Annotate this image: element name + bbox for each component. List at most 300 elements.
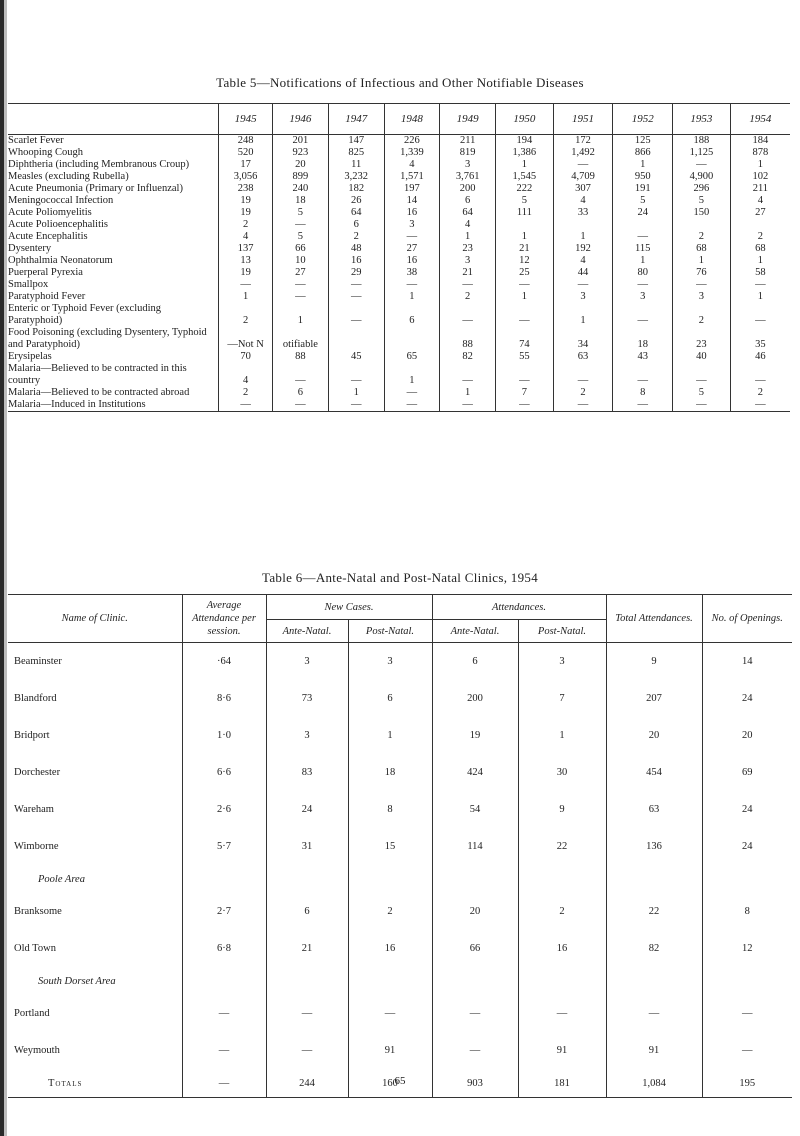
notification-count: 13 <box>219 255 273 267</box>
clinic-value: 24 <box>702 791 792 828</box>
clinic-value: 3 <box>266 643 348 681</box>
notification-count: 19 <box>219 207 273 219</box>
year-header: 1953 <box>673 104 731 135</box>
notification-count: 34 <box>553 327 613 351</box>
notification-count: 74 <box>496 327 554 351</box>
clinic-value: — <box>518 995 606 1032</box>
clinic-value: 2·7 <box>182 893 266 930</box>
disease-name: Food Poisoning (excluding Dysentery, Typhoid and Paratyphoid) <box>8 327 207 350</box>
table-row <box>8 363 790 387</box>
table6-title: Table 6—Ante-Natal and Post-Natal Clinics, 1954 <box>261 570 539 585</box>
clinic-name: Bridport <box>14 730 50 741</box>
notification-count: — <box>219 279 273 291</box>
table-row <box>8 171 790 183</box>
table-row <box>8 995 792 1032</box>
notification-count: — <box>219 399 273 412</box>
notification-count: 14 <box>384 195 440 207</box>
table5-corner <box>8 104 219 135</box>
notification-count: 3 <box>440 255 496 267</box>
notification-count: 1 <box>219 291 273 303</box>
clinic-value: 73 <box>266 680 348 717</box>
notification-count: 19 <box>219 267 273 279</box>
total-value: 244 <box>266 1069 348 1098</box>
notification-count: 182 <box>328 183 384 195</box>
notification-count: 76 <box>673 267 731 279</box>
table-row <box>8 351 790 363</box>
table-row <box>8 680 792 717</box>
notification-count: — <box>496 399 554 412</box>
clinic-name: Portland <box>14 1008 50 1019</box>
notification-count: 44 <box>553 267 613 279</box>
notification-count: 172 <box>553 135 613 148</box>
notification-count: 211 <box>730 183 790 195</box>
empty-cell <box>182 967 266 995</box>
table-row <box>8 893 792 930</box>
notification-count: 150 <box>673 207 731 219</box>
table-row <box>8 243 790 255</box>
year-header: 1947 <box>328 104 384 135</box>
notification-count: 4 <box>219 363 273 387</box>
table-row <box>8 291 790 303</box>
table-row <box>8 791 792 828</box>
table-row <box>8 327 790 351</box>
notification-count: 5 <box>673 387 731 399</box>
clinic-value: 2 <box>348 893 432 930</box>
notification-count: 45 <box>328 351 384 363</box>
clinic-name-header: Name of Clinic. <box>8 595 182 643</box>
notification-count: — <box>730 279 790 291</box>
notification-count: 1 <box>730 291 790 303</box>
clinic-value: 14 <box>702 643 792 681</box>
notification-count: 64 <box>440 207 496 219</box>
notification-count: 1,492 <box>553 147 613 159</box>
clinic-value: 114 <box>432 828 518 865</box>
clinic-value: 136 <box>606 828 702 865</box>
clinic-value: 83 <box>266 754 348 791</box>
notification-count: — <box>328 291 384 303</box>
clinic-value: — <box>432 995 518 1032</box>
table-row <box>8 135 790 148</box>
clinic-value: 24 <box>702 680 792 717</box>
table-row <box>8 279 790 291</box>
disease-name: Smallpox <box>8 279 49 290</box>
clinic-value: — <box>702 995 792 1032</box>
notification-count <box>328 327 384 351</box>
total-attendances-header: Total Attendances. <box>606 595 702 643</box>
notification-count: 2 <box>219 219 273 231</box>
notification-count: 33 <box>553 207 613 219</box>
notification-count: 10 <box>273 255 329 267</box>
notification-count: — <box>440 363 496 387</box>
empty-cell <box>182 865 266 893</box>
notification-count: 1,545 <box>496 171 554 183</box>
table-row <box>8 219 790 231</box>
notification-count: 3 <box>553 291 613 303</box>
notification-count: 4 <box>219 231 273 243</box>
notification-count: 65 <box>384 351 440 363</box>
clinic-value: 30 <box>518 754 606 791</box>
notification-count: 201 <box>273 135 329 148</box>
totals-label: Totals <box>8 1069 182 1098</box>
notification-count: 3 <box>384 219 440 231</box>
notification-count: 248 <box>219 135 273 148</box>
area-heading: South Dorset Area <box>38 975 116 987</box>
notification-count: 2 <box>673 303 731 327</box>
notification-count: 27 <box>273 267 329 279</box>
notification-count: — <box>730 363 790 387</box>
notification-count: 137 <box>219 243 273 255</box>
notification-count: — <box>673 159 731 171</box>
year-header: 1951 <box>553 104 613 135</box>
openings-header: No. of Openings. <box>702 595 792 643</box>
notification-count: 1 <box>730 159 790 171</box>
table-row <box>8 207 790 219</box>
area-heading: Poole Area <box>38 873 85 885</box>
clinic-name: Wareham <box>14 804 54 815</box>
notification-count: 147 <box>328 135 384 148</box>
clinic-name: Old Town <box>14 943 56 954</box>
notification-count: — <box>673 399 731 412</box>
notification-count: 48 <box>328 243 384 255</box>
notification-count: — <box>328 363 384 387</box>
notification-count: 200 <box>440 183 496 195</box>
notification-count: 24 <box>613 207 673 219</box>
notification-count: 4 <box>553 255 613 267</box>
clinic-name: Dorchester <box>14 767 61 778</box>
notification-count: 4 <box>384 159 440 171</box>
notification-count: 66 <box>273 243 329 255</box>
clinic-value: 69 <box>702 754 792 791</box>
clinic-value: 2 <box>518 893 606 930</box>
empty-cell <box>348 967 432 995</box>
notification-count: 58 <box>730 267 790 279</box>
empty-cell <box>702 967 792 995</box>
empty-cell <box>266 967 348 995</box>
notification-count: 3 <box>673 291 731 303</box>
empty-cell <box>606 865 702 893</box>
total-value: 1,084 <box>606 1069 702 1098</box>
notification-count: 6 <box>384 303 440 327</box>
notification-count: 111 <box>496 207 554 219</box>
notification-count: 68 <box>673 243 731 255</box>
notification-count: 825 <box>328 147 384 159</box>
notification-count: 26 <box>328 195 384 207</box>
notification-count: 6 <box>440 195 496 207</box>
clinic-value: 1·0 <box>182 717 266 754</box>
notification-count: 38 <box>384 267 440 279</box>
table-row <box>8 387 790 399</box>
clinic-value: 22 <box>606 893 702 930</box>
notification-count: 21 <box>440 267 496 279</box>
empty-cell <box>432 865 518 893</box>
disease-name: Malaria—Induced in Institutions <box>8 399 219 412</box>
table-row <box>8 930 792 967</box>
notification-count: — <box>440 279 496 291</box>
total-value: 160 <box>348 1069 432 1098</box>
clinic-value: 8 <box>702 893 792 930</box>
notification-count: — <box>440 303 496 327</box>
notification-count: — <box>553 279 613 291</box>
notification-count: 2 <box>730 231 790 243</box>
clinic-value: 6·8 <box>182 930 266 967</box>
table-row <box>8 399 790 412</box>
post-natal-header: Post-Natal. <box>348 620 432 643</box>
notification-count: 878 <box>730 147 790 159</box>
notification-count: 6 <box>273 387 329 399</box>
notification-count: — <box>496 363 554 387</box>
disease-name: Paratyphoid Fever <box>8 291 86 302</box>
clinic-value: — <box>266 1032 348 1069</box>
notification-count <box>613 219 673 231</box>
notification-count: 1 <box>496 291 554 303</box>
clinic-value: 15 <box>348 828 432 865</box>
clinic-value: 3 <box>518 643 606 681</box>
clinic-name: Weymouth <box>14 1045 60 1056</box>
empty-cell <box>266 865 348 893</box>
notification-count: 1 <box>328 387 384 399</box>
average-attendance-header: Average Attendance per session. <box>182 595 266 643</box>
disease-name: Diphtheria (including Membranous Croup) <box>8 159 190 170</box>
clinic-value: 6 <box>432 643 518 681</box>
disease-name: Acute Poliomyelitis <box>8 207 92 218</box>
clinic-value: 424 <box>432 754 518 791</box>
table-row <box>8 183 790 195</box>
notification-count: — <box>440 399 496 412</box>
disease-name: Scarlet Fever <box>8 135 64 146</box>
total-value: — <box>182 1069 266 1098</box>
notification-count: 11 <box>328 159 384 171</box>
notification-count: — <box>613 363 673 387</box>
clinic-value: 5·7 <box>182 828 266 865</box>
notification-count: 68 <box>730 243 790 255</box>
notification-count: 55 <box>496 351 554 363</box>
notification-count: — <box>328 399 384 412</box>
notification-count: — <box>273 399 329 412</box>
total-value: 181 <box>518 1069 606 1098</box>
notification-count: 1 <box>613 255 673 267</box>
notification-count: 1 <box>673 255 731 267</box>
disease-name: Puerperal Pyrexia <box>8 267 83 278</box>
table-row <box>8 643 792 681</box>
post-natal-header: Post-Natal. <box>518 620 606 643</box>
notification-count: 3 <box>613 291 673 303</box>
clinic-value: — <box>182 995 266 1032</box>
clinic-value: — <box>606 995 702 1032</box>
notification-count: 211 <box>440 135 496 148</box>
notification-count: 2 <box>553 387 613 399</box>
notification-count: 5 <box>496 195 554 207</box>
notification-count <box>384 327 440 351</box>
table-row <box>8 1032 792 1069</box>
notification-count: 88 <box>440 327 496 351</box>
year-header: 1950 <box>496 104 554 135</box>
notification-count: 1,571 <box>384 171 440 183</box>
clinic-value: 9 <box>518 791 606 828</box>
clinic-value: 200 <box>432 680 518 717</box>
notification-count: 1 <box>553 303 613 327</box>
notification-count: otifiable <box>273 327 329 351</box>
notification-count: — <box>384 279 440 291</box>
notification-count: 4,709 <box>553 171 613 183</box>
notification-count: 2 <box>219 303 273 327</box>
total-value: 903 <box>432 1069 518 1098</box>
notification-count: 4 <box>440 219 496 231</box>
clinic-value: 82 <box>606 930 702 967</box>
clinic-value: 2·6 <box>182 791 266 828</box>
disease-name: Acute Polioencephalitis <box>8 219 109 230</box>
total-value: 195 <box>702 1069 792 1098</box>
table-row <box>8 159 790 171</box>
notification-count: 70 <box>219 351 273 363</box>
clinic-value: 20 <box>432 893 518 930</box>
disease-name: Measles (excluding Rubella) <box>8 171 129 182</box>
notification-count: 80 <box>613 267 673 279</box>
clinic-value: — <box>432 1032 518 1069</box>
clinic-value: 8·6 <box>182 680 266 717</box>
notification-count: 21 <box>496 243 554 255</box>
table5 <box>8 103 790 412</box>
notification-count: — <box>496 303 554 327</box>
notification-count: 950 <box>613 171 673 183</box>
notification-count: 3,761 <box>440 171 496 183</box>
area-heading-row <box>8 967 792 995</box>
notification-count: 40 <box>673 351 731 363</box>
notification-count <box>496 219 554 231</box>
clinic-value: 12 <box>702 930 792 967</box>
empty-cell <box>702 865 792 893</box>
empty-cell <box>432 967 518 995</box>
clinic-value: 21 <box>266 930 348 967</box>
clinic-value: 19 <box>432 717 518 754</box>
notification-count: 27 <box>730 207 790 219</box>
notification-count: 899 <box>273 171 329 183</box>
table5-header-row <box>8 104 790 135</box>
notification-count: 5 <box>273 231 329 243</box>
clinic-value: 91 <box>606 1032 702 1069</box>
clinic-value: 7 <box>518 680 606 717</box>
table5-title: Table 5—Notifications of Infectious and Other Notifiable Diseases <box>216 75 584 90</box>
clinic-value: 3 <box>348 643 432 681</box>
notification-count: 191 <box>613 183 673 195</box>
notification-count: 88 <box>273 351 329 363</box>
notification-count: — <box>553 159 613 171</box>
notification-count: 5 <box>613 195 673 207</box>
clinic-value: 91 <box>518 1032 606 1069</box>
notification-count: 23 <box>440 243 496 255</box>
year-header: 1946 <box>273 104 329 135</box>
notification-count: 819 <box>440 147 496 159</box>
notification-count: — <box>384 399 440 412</box>
notification-count: — <box>328 279 384 291</box>
table-row <box>8 717 792 754</box>
notification-count: 4 <box>730 195 790 207</box>
table6 <box>8 594 792 1098</box>
notification-count: 8 <box>613 387 673 399</box>
empty-cell <box>348 865 432 893</box>
notification-count: — <box>730 303 790 327</box>
notification-count: — <box>613 303 673 327</box>
clinic-value: 24 <box>702 828 792 865</box>
notification-count: 23 <box>673 327 731 351</box>
disease-name: Acute Encephalitis <box>8 231 88 242</box>
year-header: 1949 <box>440 104 496 135</box>
clinic-value: 63 <box>606 791 702 828</box>
notification-count: 115 <box>613 243 673 255</box>
clinic-value: 54 <box>432 791 518 828</box>
notification-count: 125 <box>613 135 673 148</box>
clinic-value: — <box>702 1032 792 1069</box>
notification-count: 5 <box>273 207 329 219</box>
notification-count: 19 <box>219 195 273 207</box>
notification-count: 2 <box>219 387 273 399</box>
notification-count: 197 <box>384 183 440 195</box>
notification-count: 3,056 <box>219 171 273 183</box>
disease-name: Erysipelas <box>8 351 52 362</box>
table-row <box>8 754 792 791</box>
clinic-value: 31 <box>266 828 348 865</box>
notification-count: — <box>613 279 673 291</box>
table-row <box>8 147 790 159</box>
table-row <box>8 231 790 243</box>
notification-count: 20 <box>273 159 329 171</box>
clinic-value: 91 <box>348 1032 432 1069</box>
notification-count: 307 <box>553 183 613 195</box>
notification-count: 1,125 <box>673 147 731 159</box>
clinic-value: 1 <box>518 717 606 754</box>
notification-count: 1 <box>496 231 554 243</box>
notification-count: — <box>673 279 731 291</box>
year-header: 1954 <box>730 104 790 135</box>
clinic-value: 22 <box>518 828 606 865</box>
clinic-name: Beaminster <box>14 656 62 667</box>
notification-count: 520 <box>219 147 273 159</box>
notification-count: —Not N <box>219 327 273 351</box>
notification-count: 184 <box>730 135 790 148</box>
table6-header-row <box>8 595 792 620</box>
notification-count: 43 <box>613 351 673 363</box>
clinic-value: 20 <box>702 717 792 754</box>
clinic-value: 9 <box>606 643 702 681</box>
notification-count <box>730 219 790 231</box>
notification-count: 2 <box>328 231 384 243</box>
disease-name: Dysentery <box>8 243 52 254</box>
notification-count: — <box>328 303 384 327</box>
clinic-value: 20 <box>606 717 702 754</box>
notification-count: 296 <box>673 183 731 195</box>
notification-count: 1 <box>384 363 440 387</box>
disease-name: Whooping Cough <box>8 147 83 158</box>
notification-count: 4 <box>553 195 613 207</box>
clinic-name: Wimborne <box>14 841 59 852</box>
notification-count: 866 <box>613 147 673 159</box>
notification-count: 18 <box>613 327 673 351</box>
clinic-value: 24 <box>266 791 348 828</box>
notification-count: 82 <box>440 351 496 363</box>
notification-count: 7 <box>496 387 554 399</box>
year-header: 1948 <box>384 104 440 135</box>
notification-count: 18 <box>273 195 329 207</box>
page-binding-shadow <box>4 0 7 1136</box>
notification-count: — <box>384 231 440 243</box>
notification-count: 3,232 <box>328 171 384 183</box>
notification-count: — <box>673 363 731 387</box>
clinic-value: — <box>348 995 432 1032</box>
notification-count: 1 <box>384 291 440 303</box>
clinic-value: — <box>266 995 348 1032</box>
ante-natal-header: Ante-Natal. <box>432 620 518 643</box>
clinic-value: 3 <box>266 717 348 754</box>
notification-count: — <box>273 363 329 387</box>
